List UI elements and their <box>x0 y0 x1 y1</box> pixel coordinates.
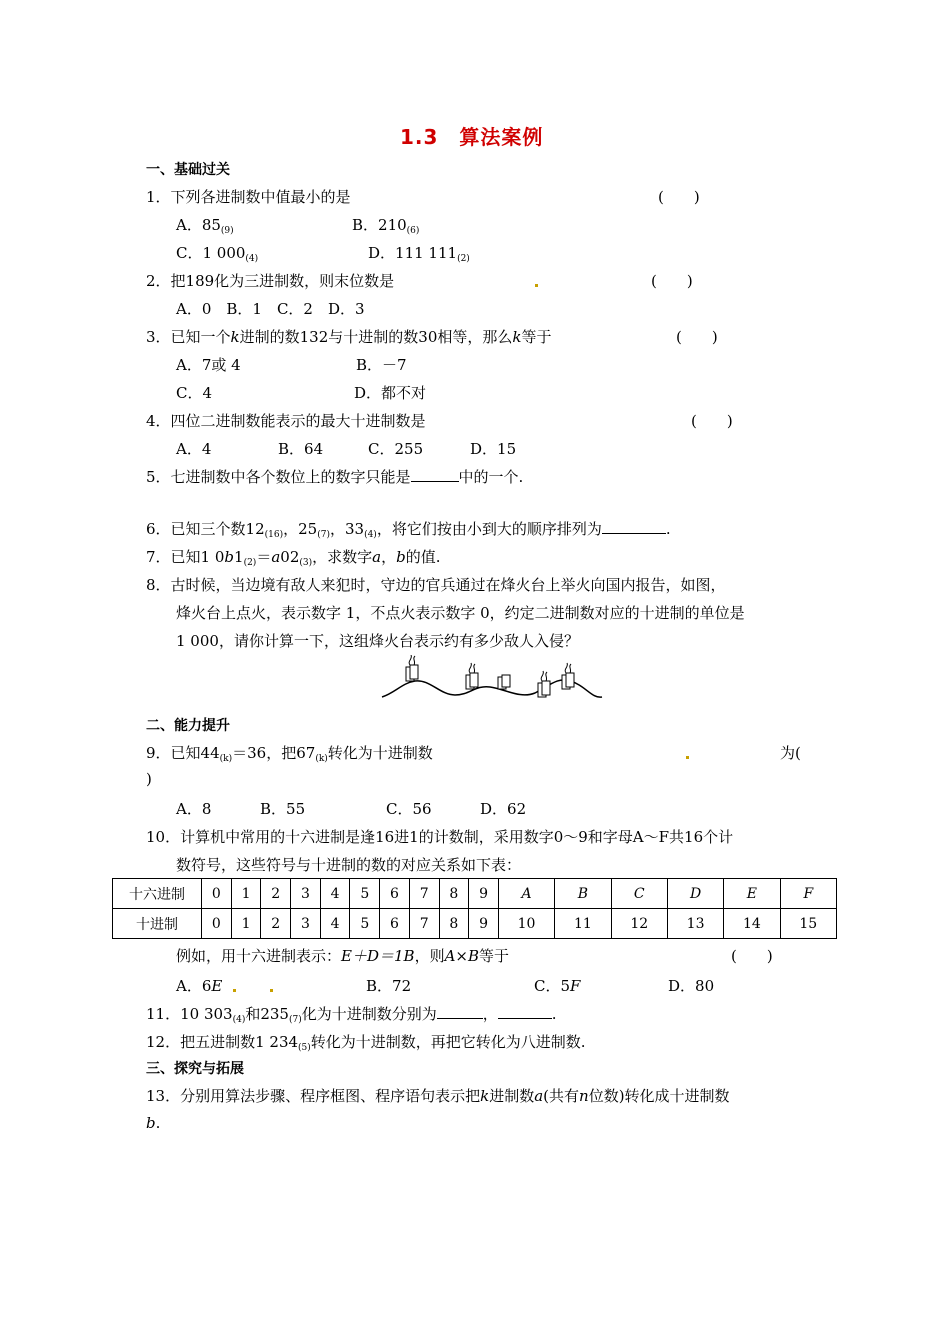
option-b: B．－7 <box>356 356 407 374</box>
option-a: A．4 <box>176 440 212 458</box>
option-c: C．1 $000_{(4)}$ <box>176 244 259 264</box>
option-a: A．7或 4 <box>176 356 241 374</box>
speck-mark <box>233 989 236 992</box>
question-7-stem: 7．已知1 $0b1_{(2)}=a02_{(3)}$，求数字a，b的值. <box>146 548 441 568</box>
table-cell: 15 <box>780 909 836 939</box>
table-cell: 0 <box>202 909 232 939</box>
option-c: C．5F <box>534 977 581 995</box>
option-a: A．8 <box>176 800 212 818</box>
table-cell: 8 <box>439 879 469 909</box>
option-d: D．80 <box>668 977 715 995</box>
option-d: D．都不对 <box>354 384 427 402</box>
section-heading: 二、能力提升 <box>146 718 230 734</box>
question-10-line-2: 数符号，这些符号与十进制的数的对应关系如下表： <box>176 856 522 874</box>
table-cell: B <box>555 879 611 909</box>
beacon-tower-unlit <box>498 675 510 689</box>
options-line: A．0 B．1 C．2 D．3 <box>176 300 365 318</box>
table-cell: 6 <box>380 909 410 939</box>
question-10-example: 例如，用十六进制表示：E＋D＝1B，则A×B等于 <box>176 947 510 965</box>
option-b: B．72 <box>366 977 412 995</box>
speck-mark <box>270 989 273 992</box>
table-cell: 1 <box>231 879 261 909</box>
beacon-tower-lit <box>562 663 574 689</box>
table-cell: 6 <box>380 879 410 909</box>
table-cell: C <box>611 879 667 909</box>
question-8-line-3: 1 000，请你计算一下，这组烽火台表示约有多少敌人入侵？ <box>176 632 579 650</box>
hex-decimal-table <box>112 878 837 939</box>
table-row <box>113 909 837 939</box>
option-a: A．$85_{(9)}$ <box>176 216 234 236</box>
option-d: D．15 <box>470 440 517 458</box>
question-3-stem: 3．已知一个k进制的数132与十进制的数30相等，那么k等于 <box>146 328 552 346</box>
answer-paren: ( ) <box>651 272 693 290</box>
option-b: B．$210_{(6)}$ <box>352 216 420 236</box>
table-cell: 4 <box>320 879 350 909</box>
question-9-stem: 9．已知$44_{(k)}=36$，把$67_{(k)}$转化为十进制数 <box>146 744 433 764</box>
question-2-stem: 2．把189化为三进制数，则末位数是 <box>146 272 395 290</box>
question-4-stem: 4．四位二进制数能表示的最大十进制数是 <box>146 412 426 430</box>
table-cell: 9 <box>469 879 499 909</box>
answer-paren: ( ) <box>731 947 773 965</box>
speck-mark <box>686 756 689 759</box>
option-d: D．62 <box>480 800 527 818</box>
table-cell: 13 <box>667 909 723 939</box>
table-cell: 7 <box>409 879 439 909</box>
table-cell: 5 <box>350 909 380 939</box>
question-6-stem: 6．已知三个数$12_{(16)}$，$25_{(7)}$，$33_{(4)}$，将它们按由小到大的顺序排列为 . <box>146 520 671 540</box>
table-cell: 5 <box>350 879 380 909</box>
option-c: C．255 <box>368 440 424 458</box>
option-d: D．111 $111_{(2)}$ <box>368 244 470 264</box>
option-b: B．64 <box>278 440 324 458</box>
table-row <box>113 879 837 909</box>
answer-paren: ( ) <box>676 328 718 346</box>
beacon-tower-lit <box>406 655 418 681</box>
question-1-stem: 1．下列各进制数中值最小的是 <box>146 188 351 206</box>
table-cell: 7 <box>409 909 439 939</box>
option-a: A．6E <box>176 977 223 995</box>
table-cell: 2 <box>261 909 291 939</box>
question-10-line-1: 10．计算机中常用的十六进制是逢16进1的计数制，采用数字0～9和字母A～F共16个计 <box>146 828 734 846</box>
answer-paren: ( ) <box>691 412 733 430</box>
option-c: C．4 <box>176 384 213 402</box>
table-cell: 4 <box>320 909 350 939</box>
question-8-line-1: 8．古时候，当边境有敌人来犯时，守边的官兵通过在烽火台上举火向国内报告，如图， <box>146 576 726 594</box>
table-cell: 0 <box>202 879 232 909</box>
table-cell: 3 <box>291 879 321 909</box>
table-cell: 11 <box>555 909 611 939</box>
section-heading: 一、基础过关 <box>146 162 230 178</box>
table-cell: F <box>780 879 836 909</box>
question-5-stem: 5．七进制数中各个数位上的数字只能是 中的一个. <box>146 468 524 486</box>
table-cell: 14 <box>724 909 780 939</box>
question-11-stem: 11．10 $303_{(4)}$和$235_{(7)}$化为十进制数分别为 ， . <box>146 1005 557 1025</box>
answer-paren: ( ) <box>658 188 700 206</box>
beacon-tower-lit <box>538 671 550 697</box>
answer-paren-close: ) <box>146 770 152 788</box>
question-13-stem: 13．分别用算法步骤、程序框图、程序语句表示把k进制数a(共有n位数)转化成十进制数 <box>146 1087 730 1105</box>
table-cell: 2 <box>261 879 291 909</box>
option-c: C．56 <box>386 800 432 818</box>
table-cell: A <box>498 879 554 909</box>
table-cell: 1 <box>231 909 261 939</box>
question-13-tail: b. <box>146 1114 161 1132</box>
beacon-towers-figure <box>380 655 605 703</box>
page-title: 1.3 算法案例 <box>400 125 544 149</box>
table-cell: E <box>724 879 780 909</box>
question-12-stem: 12．把五进制数1 $234_{(5)}$转化为十进制数，再把它转化为八进制数. <box>146 1033 586 1053</box>
answer-paren-open: 为( <box>780 744 801 762</box>
table-cell: D <box>667 879 723 909</box>
beacon-tower-lit <box>466 663 478 689</box>
table-cell: 8 <box>439 909 469 939</box>
table-row-header: 十六进制 <box>113 879 202 909</box>
table-cell: 10 <box>498 909 554 939</box>
table-cell: 9 <box>469 909 499 939</box>
question-8-line-2: 烽火台上点火，表示数字 1，不点火表示数字 0，约定二进制数对应的十进制的单位是 <box>176 604 745 622</box>
section-heading: 三、探究与拓展 <box>146 1061 244 1077</box>
table-cell: 3 <box>291 909 321 939</box>
option-b: B．55 <box>260 800 306 818</box>
table-row-header: 十进制 <box>113 909 202 939</box>
table-cell: 12 <box>611 909 667 939</box>
speck-mark <box>535 284 538 287</box>
